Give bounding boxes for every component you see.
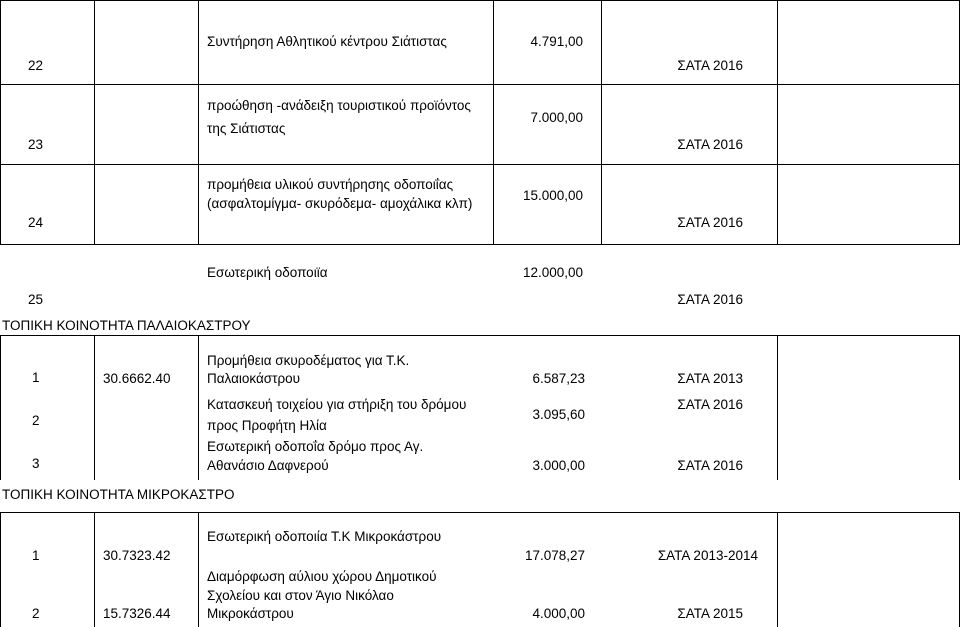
- grid-line: [0, 0, 1, 244]
- row-number: 3: [32, 456, 40, 471]
- row-number: 1: [32, 548, 40, 563]
- row-description: Εσωτερική οδοποιία Τ.Κ Μικροκάστρου: [207, 529, 442, 544]
- row-description: Εσωτερική οδοποιϊα: [207, 265, 328, 280]
- grid-line: [0, 0, 960, 1]
- row-amount: 12.000,00: [522, 265, 583, 280]
- row-description: Παλαιοκάστρου: [207, 371, 301, 386]
- grid-line: [0, 512, 960, 513]
- row-description: Προμήθεια σκυροδέματος για Τ.Κ.: [207, 353, 410, 368]
- grid-line: [777, 512, 778, 627]
- section-title: ΤΟΠΙΚΗ ΚΟΙΝΟΤΗΤΑ ΜΙΚΡΟΚΑΣΤΡΟ: [2, 487, 235, 502]
- grid-line: [601, 0, 602, 244]
- row-description: της Σιάτιστας: [207, 121, 286, 136]
- row-funding-source: ΣΑΤΑ 2016: [677, 137, 743, 152]
- row-funding-source: ΣΑΤΑ 2016: [677, 458, 743, 473]
- row-amount: 3.000,00: [532, 458, 585, 473]
- row-number: 2: [32, 413, 40, 428]
- row-description: Αθανάσιο Δαφνερού: [207, 458, 329, 473]
- row-number: 24: [28, 215, 44, 230]
- grid-line: [0, 244, 960, 245]
- row-funding-source: ΣΑΤΑ 2013-2014: [657, 548, 758, 563]
- row-code: 15.7326.44: [103, 606, 171, 621]
- row-description: Μικροκάστρου: [207, 606, 294, 621]
- grid-line: [94, 335, 95, 480]
- row-number: 25: [28, 292, 44, 307]
- row-number: 1: [32, 370, 40, 385]
- grid-line: [0, 512, 1, 627]
- row-amount: 4.000,00: [532, 606, 585, 621]
- row-funding-source: ΣΑΤΑ 2016: [677, 292, 743, 307]
- row-amount: 7.000,00: [530, 110, 583, 125]
- row-funding-source: ΣΑΤΑ 2013: [677, 371, 743, 386]
- row-funding-source: ΣΑΤΑ 2016: [677, 215, 743, 230]
- grid-line: [777, 335, 778, 480]
- grid-line: [198, 335, 199, 480]
- row-description: (ασφαλτομίγμα- σκυρόδεμα- αμοχάλικα κλπ): [207, 196, 473, 211]
- row-amount: 15.000,00: [522, 188, 583, 203]
- row-description: Διαμόρφωση αύλιου χώρου Δημοτικού: [207, 569, 437, 584]
- row-funding-source: ΣΑΤΑ 2016: [677, 58, 743, 73]
- row-code: 30.6662.40: [103, 371, 171, 386]
- grid-line: [0, 164, 960, 165]
- row-description: Κατασκευή τοιχείου για στήριξη του δρόμου: [207, 397, 467, 412]
- row-amount: 17.078,27: [524, 548, 585, 563]
- grid-line: [198, 512, 199, 627]
- row-funding-source: ΣΑΤΑ 2016: [677, 397, 743, 412]
- grid-line: [198, 0, 199, 244]
- grid-line: [94, 512, 95, 627]
- grid-line: [0, 84, 960, 85]
- section-title: ΤΟΠΙΚΗ ΚΟΙΝΟΤΗΤΑ ΠΑΛΑΙΟΚΑΣΤΡΟΥ: [2, 318, 251, 333]
- row-description: Σχολείου και στον Άγιο Νικόλαο: [207, 588, 394, 603]
- row-code: 30.7323.42: [103, 548, 171, 563]
- row-amount: 6.587,23: [532, 371, 585, 386]
- row-description: Συντήρηση Αθλητικού κέντρου Σιάτιστας: [207, 34, 447, 49]
- row-amount: 3.095,60: [532, 407, 585, 422]
- row-number: 22: [28, 58, 44, 73]
- row-funding-source: ΣΑΤΑ 2015: [677, 606, 743, 621]
- row-description: προώθηση -ανάδειξη τουριστικού προϊόντος: [207, 98, 471, 113]
- row-amount: 4.791,00: [530, 34, 583, 49]
- row-description: Εσωτερική οδοποΐα δρόμο προς Αγ.: [207, 439, 424, 454]
- grid-line: [94, 0, 95, 244]
- row-number: 2: [32, 606, 40, 621]
- grid-line: [0, 335, 960, 336]
- grid-line: [777, 0, 778, 244]
- row-number: 23: [28, 137, 44, 152]
- grid-line: [0, 335, 1, 480]
- row-description: προμήθεια υλικού συντήρησης οδοποιΐας: [207, 177, 454, 192]
- row-description: προς Προφήτη Ηλία: [207, 418, 327, 433]
